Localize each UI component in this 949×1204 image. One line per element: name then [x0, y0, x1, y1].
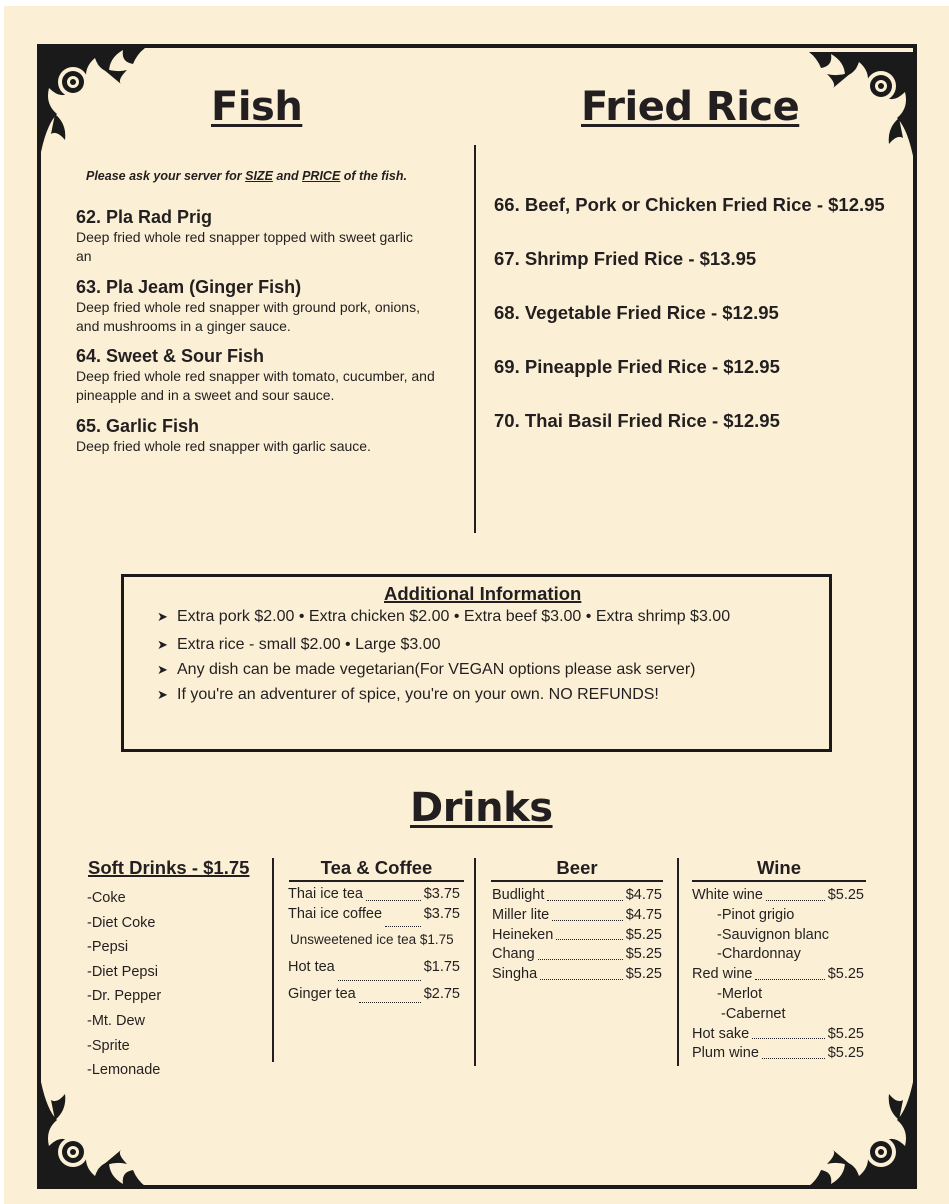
list-item: -Diet Coke [87, 914, 156, 931]
tea-coffee-heading: Tea & Coffee [289, 857, 464, 882]
menu-item-description: an [76, 248, 92, 264]
list-item: -Coke [87, 890, 126, 906]
info-line: ➤ If you're an adventurer of spice, you're on your own. NO REFUNDS! [157, 686, 659, 703]
thai-ornament-corner-icon [805, 1078, 917, 1190]
menu-item-pla-jeam [76, 276, 471, 336]
list-item: Singha $5.25 [492, 966, 662, 983]
list-item: -Merlot [717, 985, 763, 1002]
menu-item-description: pineapple and in a sweet and sour sauce. [76, 387, 335, 403]
soft-drinks-heading: Soft Drinks - $1.75 [88, 857, 250, 878]
list-item: -Lemonade [87, 1062, 161, 1079]
fried-rice-heading: Fried Rice [581, 84, 800, 130]
menu-item-description: Deep fried whole red snapper with ground pork, onions, [76, 299, 420, 315]
list-item: Red wine $5.25 [692, 966, 864, 983]
list-item: -Sauvignon blanc [717, 926, 830, 943]
arrow-bullet-icon: ➤ [157, 687, 168, 702]
menu-item-fried-rice: 70. Thai Basil Fried Rice - $12.95 [494, 410, 780, 431]
list-item: Unsweetened ice tea $1.75 [290, 932, 454, 947]
info-line: ➤ Any dish can be made vegetarian(For VEGAN options please ask server) [157, 661, 696, 678]
additional-info-title: Additional Information [384, 583, 582, 604]
list-item: Hot tea $1.75 [288, 959, 460, 986]
menu-item-title: 65. Garlic Fish [76, 416, 200, 436]
list-item: Heineken $5.25 [492, 926, 662, 943]
arrow-bullet-icon: ➤ [157, 637, 168, 652]
column-divider [272, 858, 274, 1062]
list-item: Ginger tea $2.75 [288, 986, 460, 1002]
thai-ornament-corner-icon [37, 44, 149, 156]
arrow-bullet-icon: ➤ [157, 609, 168, 624]
list-item: Hot sake $5.25 [692, 1025, 864, 1042]
list-item: -Mt. Dew [87, 1012, 145, 1029]
wine-heading: Wine [692, 857, 866, 882]
drinks-heading: Drinks [410, 785, 553, 831]
menu-item-title: 64. Sweet & Sour Fish [76, 346, 265, 366]
menu-item-description: Deep fried whole red snapper with garlic sauce. [76, 438, 371, 454]
menu-item-description: Deep fried whole red snapper with tomato, cucumber, and [76, 368, 435, 384]
info-line: ➤ Extra rice - small $2.00 • Large $3.00 [157, 636, 441, 653]
list-item: Thai ice tea $3.75 [288, 886, 460, 902]
menu-item-garlic-fish [76, 415, 471, 456]
column-divider [474, 145, 476, 533]
menu-item-description: and mushrooms in a ginger sauce. [76, 318, 291, 334]
list-item: Miller lite $4.75 [492, 906, 662, 923]
column-divider [474, 858, 476, 1066]
list-item: -Pinot grigio [717, 906, 795, 923]
info-line: ➤ Extra pork $2.00 • Extra chicken $2.00 • Extra beef $3.00 • Extra shrimp $3.00 [157, 608, 731, 625]
list-item: -Chardonnay [717, 946, 801, 963]
column-divider [677, 858, 679, 1066]
fish-size-price-note: Please ask your server for SIZE and PRICE of the fish. [86, 169, 407, 183]
menu-item-title: 62. Pla Rad Prig [76, 207, 213, 227]
list-item: -Sprite [87, 1037, 130, 1054]
list-item: Plum wine $5.25 [692, 1045, 864, 1062]
list-item: -Cabernet [721, 1005, 786, 1022]
list-item: Chang $5.25 [492, 946, 662, 963]
list-item: -Pepsi [87, 939, 129, 956]
beer-list [492, 886, 662, 985]
list-item: White wine $5.25 [692, 887, 864, 903]
menu-item-fried-rice: 66. Beef, Pork or Chicken Fried Rice - $12.95 [494, 194, 885, 215]
soft-drinks-list [87, 886, 161, 1083]
fish-heading: Fish [211, 84, 303, 130]
menu-item-fried-rice: 69. Pineapple Fried Rice - $12.95 [494, 356, 780, 377]
menu-item-sweet-sour-fish [76, 345, 471, 405]
wine-list [692, 886, 864, 1064]
menu-item-fried-rice: 67. Shrimp Fried Rice - $13.95 [494, 248, 757, 269]
arrow-bullet-icon: ➤ [157, 662, 168, 677]
menu-item-title: 63. Pla Jeam (Ginger Fish) [76, 277, 302, 297]
tea-coffee-list [288, 886, 460, 1008]
menu-item-fried-rice: 68. Vegetable Fried Rice - $12.95 [494, 302, 779, 323]
menu-item-pla-rad-prig [76, 206, 471, 266]
thai-ornament-corner-icon [37, 1078, 149, 1190]
beer-heading: Beer [491, 857, 663, 882]
list-item: Budlight $4.75 [492, 887, 662, 903]
list-item: -Diet Pepsi [87, 963, 158, 980]
list-item: -Dr. Pepper [87, 988, 162, 1005]
list-item: Thai ice coffee $3.75 [288, 906, 460, 932]
menu-item-description: Deep fried whole red snapper topped with sweet garlic [76, 229, 413, 245]
thai-ornament-corner-icon [805, 48, 917, 160]
